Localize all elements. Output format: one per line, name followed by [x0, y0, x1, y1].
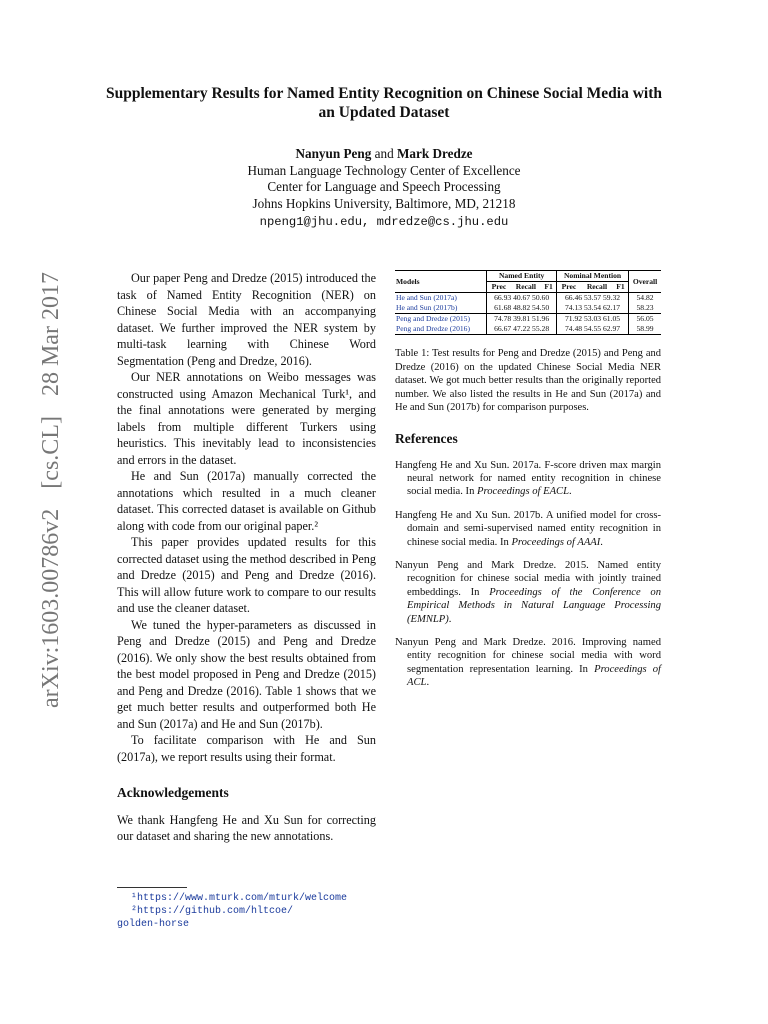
paper-title: Supplementary Results for Named Entity Recognition on Chinese Social Media with an Updated Dataset	[105, 85, 662, 121]
header-nominal-mention: Nominal Mention	[556, 271, 628, 282]
table-row	[395, 324, 661, 335]
row-nm-scores: 66.46 53.57 59.32	[556, 293, 628, 304]
subheader-recall: Recall	[581, 282, 613, 293]
reference-item	[395, 459, 661, 499]
footnote-2[interactable]: ²https://github.com/hltcoe/	[131, 906, 294, 917]
table-row	[395, 314, 661, 325]
row-overall: 58.99	[629, 324, 661, 335]
table-row	[395, 303, 661, 314]
body-paragraph-2: Our NER annotations on Weibo messages was constructed using Amazon Mechanical Turk¹, and the final annotations were generated by merging labels from multiple different Turkers using heuristics. This inevitably lead to inconsistencies and errors in the dataset.	[117, 370, 376, 467]
reference-venue: Proceedings of the Conference on Empirical Methods in Natural Language Processing (EMNLP)	[407, 586, 661, 625]
author-1: Nanyun Peng	[295, 146, 372, 161]
footnote-rule	[117, 887, 187, 888]
row-ne-scores: 66.93 40.67 50.60	[487, 293, 557, 304]
row-overall: 58.23	[629, 303, 661, 314]
reference-end: .	[426, 677, 430, 689]
reference-end: .	[448, 613, 452, 625]
reference-text: Hangfeng He and Xu Sun. 2017a. F-score driven max margin neural network for named entity recognition in chinese social media. In	[395, 459, 661, 498]
footnote-2-continued[interactable]: golden-horse	[117, 919, 190, 930]
reference-text: Nanyun Peng and Mark Dredze. 2016. Improving named entity recognition for chinese social media with word segmentation representation learning. In	[395, 636, 661, 675]
reference-venue: Proceedings of EACL	[477, 486, 570, 498]
row-overall: 56.05	[629, 314, 661, 325]
reference-text: Nanyun Peng and Mark Dredze. 2015. Named entity recognition for chinese social media with jointly trained embeddings. In	[395, 559, 661, 598]
references-heading: References	[395, 430, 458, 446]
reference-venue: Proceedings of AAAI	[511, 536, 601, 548]
row-model[interactable]: Peng and Dredze (2015)	[395, 314, 487, 325]
row-nm-scores: 74.13 53.54 62.17	[556, 303, 628, 314]
body-paragraph-3: He and Sun (2017a) manually corrected the annotations which resulted in a much cleaner dataset. This corrected dataset is available on Github along with code from our original paper.²	[117, 469, 376, 533]
author-and: and	[374, 146, 394, 161]
reference-item	[395, 559, 661, 626]
row-overall: 54.82	[629, 293, 661, 304]
author-block	[100, 146, 668, 231]
subheader-f1: F1	[541, 282, 556, 293]
affiliation-3: Johns Hopkins University, Baltimore, MD, 21218	[252, 195, 516, 211]
header-named-entity: Named Entity	[487, 271, 557, 282]
arxiv-id[interactable]: arXiv:1603.00786v2	[38, 508, 64, 708]
reference-item	[395, 636, 661, 690]
subheader-recall: Recall	[510, 282, 541, 293]
row-model[interactable]: He and Sun (2017a)	[395, 293, 487, 304]
footnote-1[interactable]: ¹https://www.mturk.com/mturk/welcome	[131, 893, 348, 904]
arxiv-date: 28 Mar 2017	[38, 272, 64, 397]
subheader-f1: F1	[613, 282, 629, 293]
header-models: Models	[395, 271, 487, 293]
arxiv-category: [cs.CL]	[38, 416, 64, 489]
reference-venue: Proceedings of ACL	[407, 663, 661, 689]
footnotes	[117, 887, 376, 931]
right-column	[395, 270, 661, 700]
acknowledgements-heading: Acknowledgements	[117, 785, 229, 800]
subheader-prec: Prec	[487, 282, 511, 293]
table-caption: Table 1: Test results for Peng and Dredze (2015) and Peng and Dredze (2016) on the updated Chinese Social Media NER dataset. We got much better results than the originally reported number. We also listed the results in He and Sun (2017a) and He and Sun (2017b) for comparison purposes.	[395, 348, 661, 413]
row-ne-scores: 61.68 48.82 54.50	[487, 303, 557, 314]
header-overall: Overall	[629, 271, 661, 293]
author-names	[100, 146, 668, 163]
body-paragraph-5: We tuned the hyper-parameters as discussed in Peng and Dredze (2015) and Peng and Dredze (2016). We only show the best results obtained from the best model proposed in Peng and Dredze (2015) and Peng and Dredze (2016). Table 1 shows that we get much better results and outperformed both He and Sun (2017a) and He and Sun (2017b).	[117, 617, 376, 731]
body-paragraph-6: To facilitate comparison with He and Sun (2017a), we report results using their format.	[117, 733, 376, 764]
reference-end: .	[569, 486, 572, 498]
affiliation-1: Human Language Technology Center of Excellence	[247, 162, 521, 178]
arxiv-stamp	[38, 268, 88, 708]
row-model[interactable]: Peng and Dredze (2016)	[395, 324, 487, 335]
left-column	[117, 270, 376, 845]
row-ne-scores: 74.78 39.81 51.96	[487, 314, 557, 325]
reference-text: Hangfeng He and Xu Sun. 2017b. A unified model for cross-domain and semi-supervised named entity recognition in chinese social media. In	[395, 509, 661, 548]
author-2: Mark Dredze	[396, 146, 473, 161]
body-paragraph-4: This paper provides updated results for this corrected dataset using the method described in Peng and Dredze (2015) and Peng and Dredze (2016). This will allow future work to compare to our results and use the cleaner dataset.	[117, 535, 376, 615]
subheader-prec: Prec	[556, 282, 581, 293]
author-emails[interactable]: npeng1@jhu.edu, mdredze@cs.jhu.edu	[259, 215, 509, 229]
affiliation-2: Center for Language and Speech Processing	[267, 179, 501, 194]
results-table	[395, 270, 661, 335]
reference-item	[395, 509, 661, 549]
row-nm-scores: 71.92 53.03 61.05	[556, 314, 628, 325]
table-row	[395, 293, 661, 304]
row-nm-scores: 74.48 54.55 62.97	[556, 324, 628, 335]
acknowledgements-text: We thank Hangfeng He and Xu Sun for correcting our dataset and sharing the new annotations.	[117, 812, 376, 843]
body-paragraph-1: Our paper Peng and Dredze (2015) introduced the task of Named Entity Recognition (NER) on Chinese Social Media with an accompanying dataset. We further improved the NER system by multi-task learning with Chinese Word Segmentation (Peng and Dredze, 2016).	[117, 271, 376, 368]
reference-end: .	[600, 536, 603, 548]
row-ne-scores: 66.67 47.22 55.28	[487, 324, 557, 335]
row-model[interactable]: He and Sun (2017b)	[396, 303, 458, 312]
